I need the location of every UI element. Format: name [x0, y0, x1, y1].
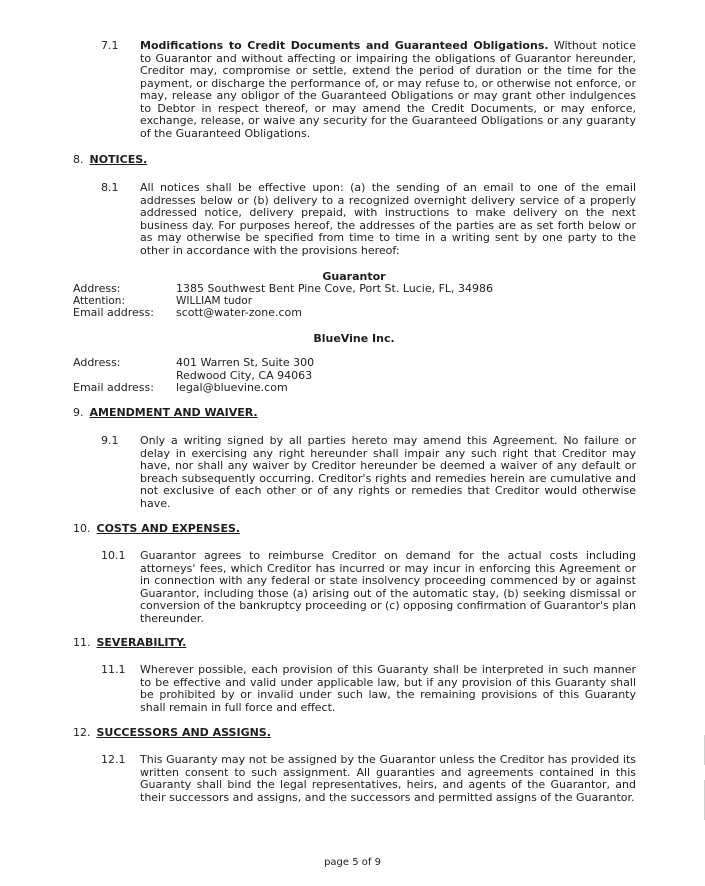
guarantor-attention-label: Attention: [73, 295, 125, 307]
bluevine-address-label: Address: [73, 356, 121, 369]
clause-number-10-1: 10.1 [101, 549, 126, 562]
section-heading-costs [73, 522, 240, 536]
bluevine-address-line1: 401 Warren St, Suite 300 [176, 356, 315, 369]
bluevine-address-line2: Redwood City, CA 94063 [176, 369, 313, 382]
guarantor-heading: Guarantor [322, 270, 386, 283]
clause-8-1: All notices shall be effective upon: (a) the sending of an email to one of the email addresses below or (b) delivery to a recognized overnight delivery service of a properly addressed notice, delivery prepaid, with instructions to make delivery on the next business day. For purposes hereof, the addresses of the parties are as set forth below or as may otherwise be specified from time to time in a writing sent by one party to the other in accordance with the provisions hereof: [140, 181, 636, 257]
clause-number-11-1: 11.1 [101, 663, 126, 676]
section-heading-successors [73, 726, 271, 740]
clause-9-1: Only a writing signed by all parties hereto may amend this Agreement. No failure or delay in exercising any right hereunder shall impair any such right that Creditor may have, nor shall any waiver by Creditor hereunder be deemed a waiver of any default or breach subsequently occurring. Creditor's rights and remedies herein are cumulative and not exclusive of each other or of any rights or remedies that Creditor would otherwise have. [140, 434, 636, 510]
section-title: SEVERABILITY. [96, 636, 187, 649]
clause-11-1: Wherever possible, each provision of this Guaranty shall be interpreted in such manner to be effective and valid under applicable law, but if any provision of this Guaranty shall be prohibited by or invalid under such law, the remaining provisions of this Guaranty shall remain in full force and effect. [140, 663, 636, 714]
clause-number-7-1: 7.1 [101, 39, 119, 52]
clause-7-1 [140, 40, 636, 140]
section-number: 12. [73, 726, 91, 739]
bluevine-heading: BlueVine Inc. [313, 332, 395, 345]
section-number: 10. [73, 522, 91, 535]
guarantor-address: 1385 Southwest Bent Pine Cove, Port St. Lucie, FL, 34986 [176, 282, 494, 295]
section-title: NOTICES. [89, 153, 148, 166]
page-number: page 5 of 9 [324, 857, 381, 868]
section-title: SUCCESSORS AND ASSIGNS. [96, 726, 271, 739]
clause-12-1: This Guaranty may not be assigned by the Guarantor unless the Creditor has provided its written consent to such assignment. All guaranties and agreements contained in this Guaranty shall bind the legal representatives, heirs, and agents of the Guarantor, and their successors and assigns, and the successors and permitted assigns of the Guarantor. [140, 753, 636, 804]
section-heading-notices [73, 153, 147, 167]
section-heading-amendment [73, 406, 258, 420]
section-number: 11. [73, 636, 91, 649]
clause-7-1-body: Without notice to Guarantor and without affecting or impairing the obligations of Guarantor hereunder, Creditor may, compromise or settle, extend the period of duration or the time for the payment, or discharge the performance of, or may refuse to, or otherwise not enforce, or may, release any obligor of the Guaranteed Obligations or may grant other indulgences to Debtor in respect thereof, or may amend the Credit Documents, or may enforce, exchange, release, or waive any security for the Guaranteed Obligations or any guaranty of the Guaranteed Obligations. [140, 39, 636, 140]
guarantor-attention: WILLIAM tudor [176, 295, 253, 307]
bluevine-email-label: Email address: [73, 381, 154, 394]
clause-number-12-1: 12.1 [101, 753, 126, 766]
section-title: AMENDMENT AND WAIVER. [89, 406, 258, 419]
bluevine-email: legal@bluevine.com [176, 381, 288, 394]
clause-7-1-title: Modifications to Credit Documents and Guaranteed Obligations. [140, 39, 549, 52]
section-heading-severability [73, 636, 186, 650]
guarantor-email-label: Email address: [73, 306, 154, 319]
guarantor-email: scott@water-zone.com [176, 306, 302, 319]
section-title: COSTS AND EXPENSES. [96, 522, 241, 535]
clause-10-1: Guarantor agrees to reimburse Creditor on demand for the actual costs including attorneys' fees, which Creditor has incurred or may incur in enforcing this Agreement or in connection with any federal or state insolvency proceeding commenced by or against Guarantor, including those (a) arising out of the automatic stay, (b) seeking dismissal or conversion of the bankruptcy proceeding or (c) opposing confirmation of Guarantor's plan thereunder. [140, 549, 636, 625]
clause-number-8-1: 8.1 [101, 181, 119, 194]
section-number: 9. [73, 406, 84, 419]
clause-number-9-1: 9.1 [101, 434, 119, 447]
guarantor-address-label: Address: [73, 282, 121, 295]
section-number: 8. [73, 153, 84, 166]
